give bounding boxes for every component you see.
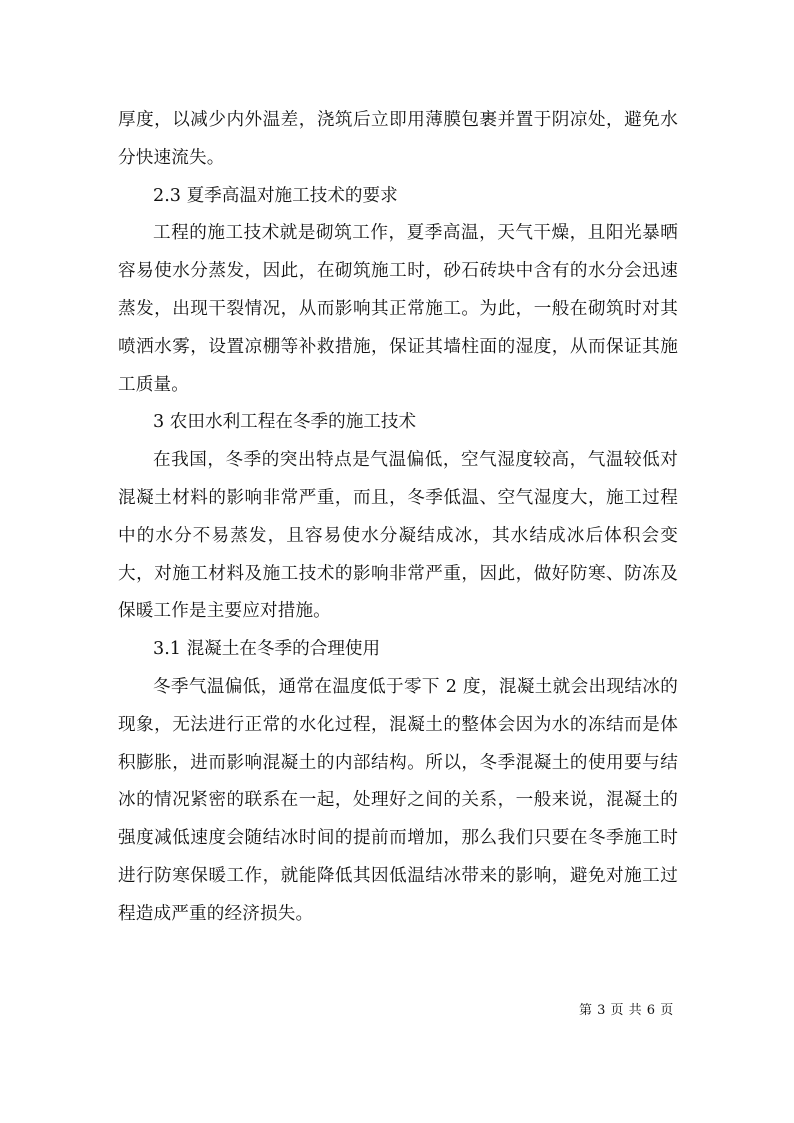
section-heading-3: 3 农田水利工程在冬季的施工技术: [153, 412, 417, 433]
section-heading-3-1: 3.1 混凝土在冬季的合理使用: [153, 639, 381, 660]
body-paragraph-winter-concrete: 冬季气温偏低，通常在温度低于零下 2 度，混凝土就会出现结冰的现象，无法进行正常的水化过程，混凝土的整体会因为水的冻结而是体积膨胀，进而影响混凝土的内部结构。所以，冬季混凝土的使用要与结冰的情况紧密的联系在一起，处理好之间的关系，一般来说，混凝土的强度减低速度会随结冰时间的提前而增加，那么我们只要在冬季施工时进行防寒保暖工作，就能降低其因低温结冰带来的影响，避免对施工过程造成严重的经济损失。: [118, 676, 678, 924]
body-paragraph-winter-overview: 在我国，冬季的突出特点是气温偏低，空气湿度较高，气温较低对混凝土材料的影响非常严重，而且，冬季低温、空气湿度大，施工过程中的水分不易蒸发，且容易使水分凝结成冰，其水结成冰后体积会变大，对施工材料及施工技术的影响非常严重，因此，做好防寒、防冻及保暖工作是主要应对措施。: [118, 450, 678, 622]
document-body: [118, 102, 678, 934]
section-heading-2-3: 2.3 夏季高温对施工技术的要求: [153, 185, 398, 206]
page-number-footer: 第 3 页 共 6 页: [579, 1003, 674, 1018]
body-paragraph-summer-masonry: 工程的施工技术就是砌筑工作，夏季高温，天气干燥，且阳光暴晒容易使水分蒸发，因此，在砌筑施工时，砂石砖块中含有的水分会迅速蒸发，出现干裂情况，从而影响其正常施工。为此，一般在砌筑时对其喷洒水雾，设置凉棚等补救措施，保证其墙柱面的湿度，从而保证其施工质量。: [118, 223, 678, 395]
body-paragraph-continued: 厚度，以减少内外温差，浇筑后立即用薄膜包裹并置于阴凉处，避免水分快速流失。: [118, 110, 678, 168]
